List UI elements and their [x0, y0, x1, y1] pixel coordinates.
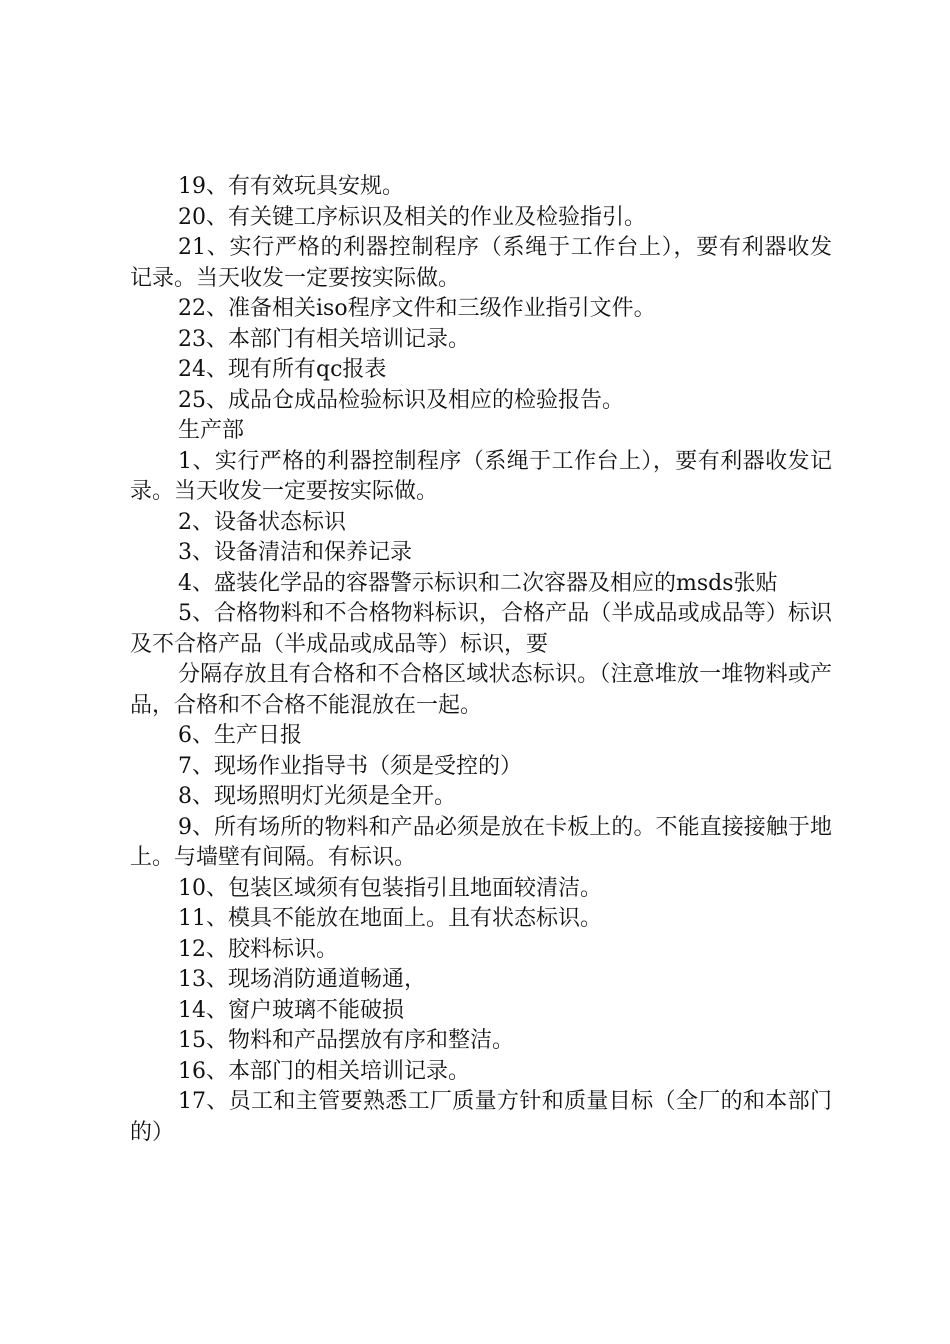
- list-item: 24、现有所有qc报表: [178, 357, 387, 382]
- list-item: 11、模具不能放在地面上。且有状态标识。: [178, 906, 602, 931]
- list-item: 16、本部门的相关培训记录。: [178, 1058, 470, 1084]
- list-item: 6、生产日报: [178, 723, 302, 748]
- list-item: 15、物料和产品摆放有序和整洁。: [178, 1028, 514, 1053]
- list-item: 9、所有场所的物料和产品必须是放在卡板上的。不能直接接触于地上。与墙壁有间隔。有标识。: [130, 814, 832, 870]
- list-item: 10、包装区域须有包装指引且地面较清洁。: [178, 875, 602, 901]
- list-item: 2、设备状态标识: [178, 509, 346, 535]
- list-item: 21、实行严格的利器控制程序（系绳于工作台上），要有利器收发记录。当天收发一定要按实际做。: [130, 235, 832, 291]
- list-item: 3、设备清洁和保养记录: [178, 540, 412, 565]
- list-item: 7、现场作业指导书（须是受控的）: [178, 753, 522, 779]
- list-item: 5、合格物料和不合格物料标识，合格产品（半成品或成品等）标识及不合格产品（半成品或成品等）标识，要: [130, 601, 832, 657]
- list-item: 分隔存放且有合格和不合格区域状态标识。（注意堆放一堆物料或产品，合格和不合格不能混放在一起。: [130, 662, 832, 718]
- list-item: 17、员工和主管要熟悉工厂质量方针和质量目标（全厂的和本部门的）: [130, 1089, 832, 1145]
- list-item: 1、实行严格的利器控制程序（系绳于工作台上），要有利器收发记录。当天收发一定要按实际做。: [130, 448, 832, 504]
- list-item: 20、有关键工序标识及相关的作业及检验指引。: [178, 204, 646, 230]
- list-item: 4、盛装化学品的容器警示标识和二次容器及相应的msds张贴: [178, 570, 778, 596]
- list-item: 22、准备相关iso程序文件和三级作业指引文件。: [178, 296, 656, 321]
- list-item: 8、现场照明灯光须是全开。: [178, 784, 456, 809]
- section-heading: 生产部: [178, 418, 245, 443]
- list-item: 23、本部门有相关培训记录。: [178, 326, 470, 352]
- list-item: 25、成品仓成品检验标识及相应的检验报告。: [178, 387, 624, 413]
- list-item: 14、窗户玻璃不能破损: [178, 997, 404, 1023]
- list-item: 12、胶料标识。: [178, 936, 338, 962]
- list-item: 19、有有效玩具安规。: [178, 174, 404, 199]
- list-item: 13、现场消防通道畅通，: [178, 967, 426, 992]
- document-body: [130, 172, 832, 1148]
